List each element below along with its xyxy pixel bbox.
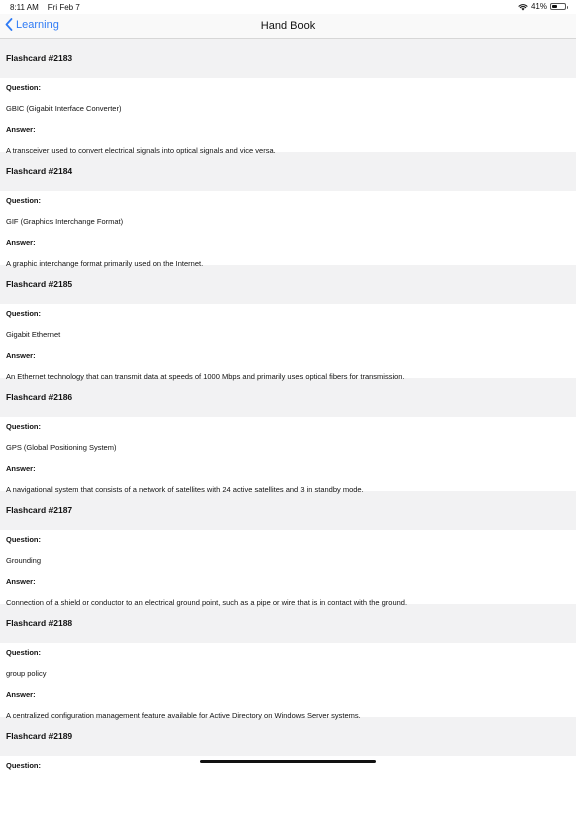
battery-percent: 41% bbox=[530, 2, 547, 11]
question-text: Gigabit Ethernet bbox=[6, 330, 61, 339]
flashcard bbox=[0, 717, 576, 830]
flashcard-title: Flashcard #2189 bbox=[0, 717, 576, 756]
answer-text: A graphic interchange format primarily used on the Internet. bbox=[6, 259, 204, 268]
flashcard bbox=[0, 265, 576, 381]
answer-text: A centralized configuration management feature available for Active Directory on Windows Server systems. bbox=[6, 711, 361, 720]
answer-label: Answer: bbox=[6, 464, 36, 473]
flashcard bbox=[0, 39, 576, 155]
flashcard bbox=[0, 152, 576, 268]
flashcard-title: Flashcard #2185 bbox=[0, 265, 576, 304]
wifi-icon bbox=[518, 3, 528, 11]
flashcard-body bbox=[0, 643, 576, 720]
question-label: Question: bbox=[6, 196, 41, 205]
question-label: Question: bbox=[6, 761, 41, 770]
flashcard-title: Flashcard #2184 bbox=[0, 152, 576, 191]
answer-text: A transceiver used to convert electrical signals into optical signals and vice versa. bbox=[6, 146, 276, 155]
status-right bbox=[518, 2, 566, 11]
navigation-bar bbox=[0, 14, 576, 39]
flashcard-body bbox=[0, 756, 576, 830]
question-text: Grounding bbox=[6, 556, 42, 565]
status-date: Fri Feb 7 bbox=[47, 3, 80, 12]
status-time: 8:11 AM bbox=[10, 3, 39, 12]
question-text: GBIC (Gigabit Interface Converter) bbox=[6, 104, 122, 113]
flashcard-title: Flashcard #2187 bbox=[0, 491, 576, 530]
question-label: Question: bbox=[6, 648, 41, 657]
flashcard bbox=[0, 604, 576, 720]
flashcard-body bbox=[0, 417, 576, 494]
question-label: Question: bbox=[6, 535, 41, 544]
flashcard-body bbox=[0, 191, 576, 268]
flashcard bbox=[0, 491, 576, 607]
flashcard-title: Flashcard #2183 bbox=[0, 39, 576, 78]
flashcard-list[interactable] bbox=[0, 39, 576, 830]
answer-text: An Ethernet technology that can transmit data at speeds of 1000 Mbps and primarily uses optical fibers for transmission. bbox=[6, 372, 405, 381]
home-indicator[interactable] bbox=[200, 760, 376, 763]
answer-label: Answer: bbox=[6, 690, 36, 699]
answer-text: A navigational system that consists of a network of satellites with 24 active satellites and 3 in standby mode. bbox=[6, 485, 364, 494]
answer-label: Answer: bbox=[6, 125, 36, 134]
flashcard-title: Flashcard #2186 bbox=[0, 378, 576, 417]
question-text: GIF (Graphics Interchange Format) bbox=[6, 217, 124, 226]
answer-label: Answer: bbox=[6, 351, 36, 360]
question-label: Question: bbox=[6, 309, 41, 318]
battery-icon bbox=[550, 3, 566, 10]
answer-label: Answer: bbox=[6, 238, 36, 247]
status-left bbox=[10, 3, 80, 12]
flashcard-title: Flashcard #2188 bbox=[0, 604, 576, 643]
flashcard-body bbox=[0, 78, 576, 155]
battery-fill bbox=[552, 5, 557, 8]
back-button-label: Learning bbox=[16, 18, 59, 31]
flashcard bbox=[0, 378, 576, 494]
status-bar bbox=[0, 0, 576, 14]
question-label: Question: bbox=[6, 83, 41, 92]
question-label: Question: bbox=[6, 422, 41, 431]
question-text: group policy bbox=[6, 669, 47, 678]
answer-text: Connection of a shield or conductor to an electrical ground point, such as a pipe or wire that is in contact with the ground. bbox=[6, 598, 408, 607]
flashcard-body bbox=[0, 530, 576, 607]
answer-label: Answer: bbox=[6, 577, 36, 586]
question-text: GPS (Global Positioning System) bbox=[6, 443, 117, 452]
page-title: Hand Book bbox=[260, 20, 316, 32]
flashcard-body bbox=[0, 304, 576, 381]
